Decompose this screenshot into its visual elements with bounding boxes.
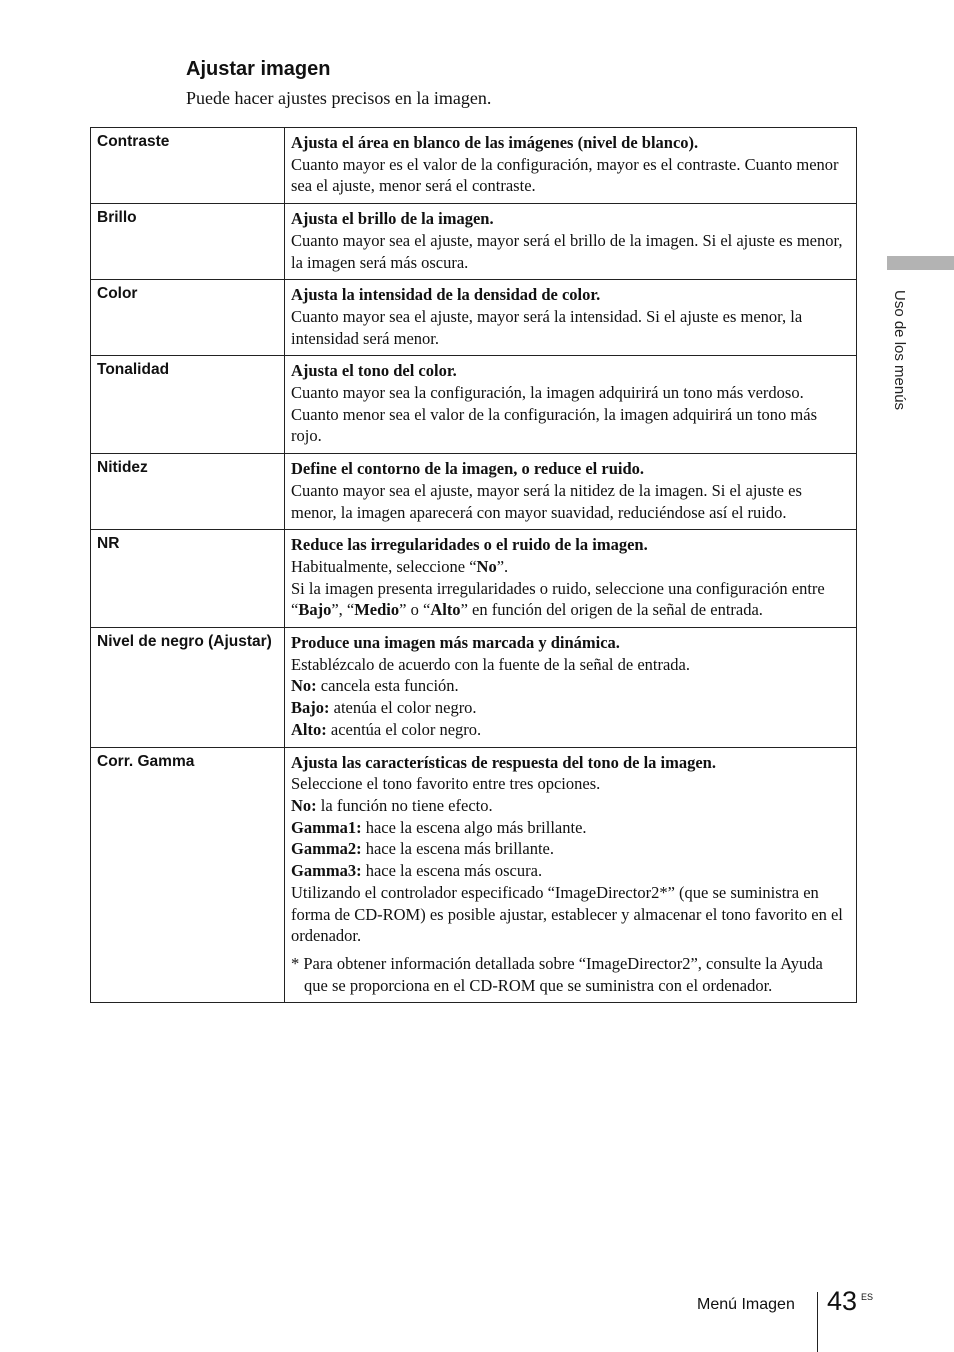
setting-description bbox=[285, 747, 857, 1003]
table-row bbox=[91, 530, 857, 628]
setting-name: Contraste bbox=[91, 128, 285, 204]
settings-table bbox=[90, 127, 857, 1003]
text: Cuanto mayor sea el ajuste, mayor será la nitidez de la imagen. Si el ajuste es menor, la imagen aparecerá con mayor suavidad, reduciéndose así el ruido. bbox=[291, 480, 802, 522]
bold-text: Ajusta el área en blanco de las imágenes (nivel de blanco). bbox=[291, 133, 699, 152]
bold-text: Bajo bbox=[298, 600, 332, 620]
bold-text: Gamma1: bbox=[291, 817, 362, 837]
description-line bbox=[291, 208, 850, 230]
description-line bbox=[291, 860, 850, 882]
text: Cuanto mayor sea el ajuste, mayor será la intensidad. Si el ajuste es menor, la intensidad será menor. bbox=[291, 306, 803, 348]
text: Cuanto mayor sea el ajuste, mayor será el brillo de la imagen. Si el ajuste es menor, la imagen será más oscura. bbox=[291, 230, 843, 272]
page-number: 43 bbox=[827, 1286, 858, 1316]
setting-description bbox=[285, 454, 857, 530]
description-line bbox=[291, 719, 850, 741]
description-line bbox=[291, 458, 850, 480]
description-line bbox=[291, 306, 850, 349]
text: ”, “ bbox=[331, 600, 355, 620]
description-line bbox=[291, 882, 850, 947]
text: ” en función del origen de la señal de entrada. bbox=[460, 600, 763, 620]
section-intro: Puede hacer ajustes precisos en la imagen. bbox=[186, 88, 492, 108]
text: acentúa el color negro. bbox=[326, 719, 482, 739]
description-line bbox=[291, 360, 850, 382]
description-line bbox=[291, 534, 850, 556]
setting-description bbox=[285, 628, 857, 748]
bold-text: Reduce las irregularidades o el ruido de la imagen. bbox=[291, 535, 648, 555]
text: la función no tiene efecto. bbox=[316, 795, 493, 815]
setting-description bbox=[285, 204, 857, 280]
setting-name: Tonalidad bbox=[91, 356, 285, 454]
setting-description bbox=[285, 356, 857, 454]
bold-text: No: bbox=[291, 676, 317, 696]
bold-text: Ajusta el tono del color. bbox=[291, 361, 457, 381]
bold-text: Bajo: bbox=[291, 698, 330, 718]
description-line bbox=[291, 675, 850, 697]
bold-text: Alto: bbox=[291, 719, 327, 739]
text: Habitualmente, seleccione “ bbox=[291, 556, 477, 576]
description-line bbox=[291, 230, 850, 273]
description-line bbox=[291, 132, 850, 154]
description-line bbox=[291, 284, 850, 306]
bold-text: Medio bbox=[354, 600, 400, 620]
bold-text: Ajusta el brillo de la imagen. bbox=[291, 209, 494, 229]
table-row bbox=[91, 356, 857, 454]
table-row bbox=[91, 628, 857, 748]
bold-text: Gamma2: bbox=[291, 839, 362, 859]
description-line bbox=[291, 773, 850, 795]
bold-text: Gamma3: bbox=[291, 861, 362, 881]
setting-name: Color bbox=[91, 280, 285, 356]
bold-text: No: bbox=[291, 795, 317, 815]
table-row bbox=[91, 280, 857, 356]
text: Establézcalo de acuerdo con la fuente de la señal de entrada. bbox=[291, 654, 690, 674]
table-row bbox=[91, 204, 857, 280]
description-line bbox=[291, 382, 850, 447]
description-line bbox=[291, 654, 850, 676]
text: cancela esta función. bbox=[316, 676, 459, 696]
bold-text: Ajusta las características de respuesta del tono de la imagen. bbox=[291, 752, 716, 772]
setting-description bbox=[285, 280, 857, 356]
table-row bbox=[91, 747, 857, 1003]
text: Seleccione el tono favorito entre tres opciones. bbox=[291, 774, 601, 794]
footer-section-label: Menú Imagen bbox=[697, 1296, 795, 1313]
description-line bbox=[291, 752, 850, 774]
side-tab-label: Uso de los menús bbox=[891, 290, 908, 411]
text: Cuanto mayor sea la configuración, la imagen adquirirá un tono más verdoso. Cuanto menor sea el valor de la configuración, la imagen adquirirá un tono más rojo. bbox=[291, 383, 817, 446]
description-line bbox=[291, 838, 850, 860]
description-line bbox=[291, 817, 850, 839]
text: ” o “ bbox=[399, 600, 431, 620]
description-line bbox=[291, 697, 850, 719]
bold-text: Define el contorno de la imagen, o reduce el ruido. bbox=[291, 459, 645, 479]
setting-description bbox=[285, 128, 857, 204]
description-line bbox=[291, 632, 850, 654]
description-line bbox=[291, 154, 850, 197]
table-row bbox=[91, 128, 857, 204]
description-line bbox=[291, 480, 850, 523]
text: hace la escena algo más brillante. bbox=[361, 817, 587, 837]
page-language: ES bbox=[861, 1292, 874, 1302]
text: ”. bbox=[496, 556, 509, 576]
setting-name: Nitidez bbox=[91, 454, 285, 530]
text: hace la escena más oscura. bbox=[361, 861, 543, 881]
setting-name: Nivel de negro (Ajustar) bbox=[91, 628, 285, 748]
description-line bbox=[291, 795, 850, 817]
bold-text: Produce una imagen más marcada y dinámica. bbox=[291, 633, 620, 653]
text: Utilizando el controlador especificado “ImageDirector2*” (que se suministra en forma de CD-ROM) es posible ajustar, establecer y almacenar el tono favorito en el ordenador. bbox=[291, 882, 843, 946]
setting-name: Brillo bbox=[91, 204, 285, 280]
description-line bbox=[291, 556, 850, 578]
text: Cuanto mayor es el valor de la configuración, mayor es el contraste. Cuanto menor sea el ajuste, menor será el contraste. bbox=[291, 154, 839, 196]
text: Si la imagen presenta irregularidades o ruido, seleccione una configuración entre “ bbox=[291, 578, 825, 620]
text: hace la escena más brillante. bbox=[361, 839, 554, 859]
description-line bbox=[291, 578, 850, 621]
bold-text: Ajusta la intensidad de la densidad de color. bbox=[291, 285, 601, 305]
side-tab-marker bbox=[887, 256, 954, 270]
footnote: * Para obtener información detallada sobre “ImageDirector2”, consulte la Ayuda que se proporciona en el CD-ROM que se suministra con el ordenador. bbox=[291, 953, 823, 995]
setting-name: Corr. Gamma bbox=[91, 747, 285, 1003]
section-heading: Ajustar imagen bbox=[186, 58, 331, 80]
table-row bbox=[91, 454, 857, 530]
text: atenúa el color negro. bbox=[329, 698, 477, 718]
setting-name: NR bbox=[91, 530, 285, 628]
footer-divider bbox=[817, 1292, 818, 1352]
setting-description bbox=[285, 530, 857, 628]
bold-text: Alto bbox=[430, 600, 461, 620]
bold-text: No bbox=[476, 556, 497, 576]
